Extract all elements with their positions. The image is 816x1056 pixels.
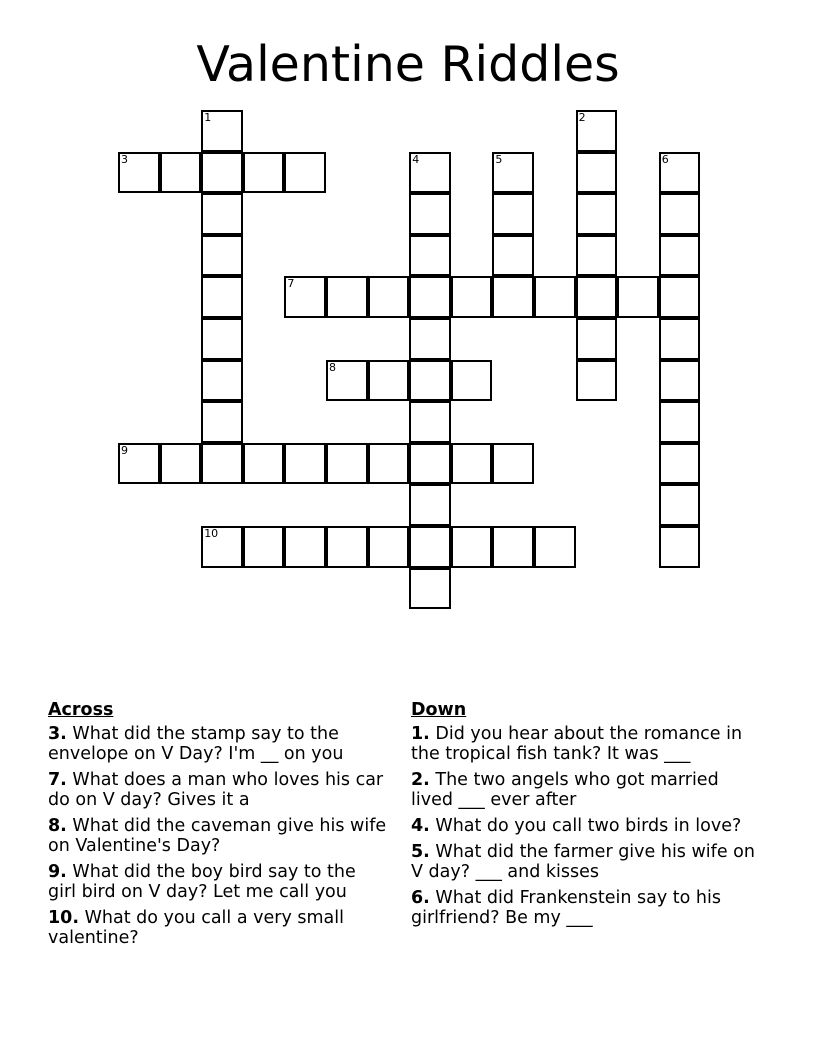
clue-number: 5 bbox=[495, 152, 503, 166]
clue-number: 1. bbox=[411, 724, 430, 744]
grid-cell[interactable] bbox=[492, 526, 534, 568]
clue-number: 7 bbox=[287, 277, 295, 291]
clue-number: 10. bbox=[48, 908, 80, 928]
grid-cell[interactable] bbox=[368, 360, 410, 402]
grid-cell[interactable] bbox=[534, 526, 576, 568]
grid-cell[interactable] bbox=[368, 443, 410, 485]
grid-cell[interactable] bbox=[201, 276, 243, 318]
grid-cell[interactable] bbox=[492, 443, 534, 485]
grid-cell[interactable] bbox=[326, 526, 368, 568]
grid-cell[interactable] bbox=[659, 526, 701, 568]
clue-text: What did the stamp say to the envelope on V Day? I'm __ on you bbox=[48, 724, 344, 764]
grid-cell[interactable] bbox=[284, 526, 326, 568]
clue-text: What do you call a very small valentine? bbox=[48, 908, 344, 948]
clue-number: 8. bbox=[48, 816, 67, 836]
grid-cell[interactable] bbox=[160, 152, 202, 194]
across-clue bbox=[48, 908, 388, 948]
grid-cell[interactable] bbox=[659, 318, 701, 360]
clue-number: 3. bbox=[48, 724, 67, 744]
down-heading: Down bbox=[411, 700, 467, 720]
down-clues bbox=[411, 700, 756, 934]
clue-text: What did the boy bird say to the girl bird on V day? Let me call you bbox=[48, 862, 356, 902]
grid-cell[interactable] bbox=[201, 318, 243, 360]
grid-cell[interactable] bbox=[284, 443, 326, 485]
clue-number: 2 bbox=[578, 111, 586, 124]
grid-cell[interactable] bbox=[576, 193, 618, 235]
grid-cell[interactable] bbox=[409, 484, 451, 526]
page-title: Valentine Riddles bbox=[196, 36, 620, 93]
grid-cell[interactable] bbox=[326, 360, 368, 402]
clue-number: 9. bbox=[48, 862, 67, 882]
grid-cell[interactable] bbox=[534, 276, 576, 318]
grid-cell[interactable] bbox=[326, 443, 368, 485]
down-clue bbox=[411, 724, 756, 764]
grid-cell[interactable] bbox=[409, 526, 451, 568]
grid-cell[interactable] bbox=[492, 276, 534, 318]
grid-cell[interactable] bbox=[576, 152, 618, 194]
grid-cell[interactable] bbox=[451, 443, 493, 485]
across-clue bbox=[48, 862, 388, 902]
grid-cell[interactable] bbox=[451, 526, 493, 568]
grid-cell[interactable] bbox=[409, 318, 451, 360]
grid-cell[interactable] bbox=[409, 360, 451, 402]
across-clue bbox=[48, 816, 388, 856]
grid-cell[interactable] bbox=[659, 484, 701, 526]
clue-number: 6 bbox=[661, 152, 669, 166]
grid-cell[interactable] bbox=[576, 110, 618, 152]
clue-text: What does a man who loves his car do on V day? Gives it a bbox=[48, 770, 384, 810]
grid-cell[interactable] bbox=[576, 318, 618, 360]
grid-cell[interactable] bbox=[201, 235, 243, 277]
clue-text: The two angels who got married lived ___ ever after bbox=[411, 770, 719, 810]
grid-cell[interactable] bbox=[409, 235, 451, 277]
clue-number: 8 bbox=[329, 360, 336, 374]
grid-cell[interactable] bbox=[576, 360, 618, 402]
grid-cell[interactable] bbox=[201, 401, 243, 443]
grid-cell[interactable] bbox=[659, 276, 701, 318]
grid-cell[interactable] bbox=[201, 360, 243, 402]
clue-number: 10 bbox=[204, 527, 219, 540]
grid-cell[interactable] bbox=[118, 443, 160, 485]
clue-text: Did you hear about the romance in the tropical fish tank? It was ___ bbox=[411, 724, 743, 764]
grid-cell[interactable] bbox=[659, 235, 701, 277]
across-clue bbox=[48, 724, 388, 764]
grid-cell[interactable] bbox=[492, 152, 534, 194]
clue-number: 5. bbox=[411, 842, 430, 862]
grid-cell[interactable] bbox=[659, 401, 701, 443]
grid-cell[interactable] bbox=[409, 152, 451, 194]
grid-cell[interactable] bbox=[409, 401, 451, 443]
clue-number: 2. bbox=[411, 770, 430, 790]
grid-cell[interactable] bbox=[409, 276, 451, 318]
clue-number: 4 bbox=[412, 152, 420, 166]
clue-number: 6. bbox=[411, 888, 430, 908]
grid-cell[interactable] bbox=[576, 276, 618, 318]
grid-cell[interactable] bbox=[368, 526, 410, 568]
grid-cell[interactable] bbox=[368, 276, 410, 318]
grid-cell[interactable] bbox=[659, 360, 701, 402]
across-clues bbox=[48, 700, 388, 954]
grid-cell[interactable] bbox=[492, 193, 534, 235]
grid-cell[interactable] bbox=[492, 235, 534, 277]
grid-cell[interactable] bbox=[201, 443, 243, 485]
grid-cell[interactable] bbox=[617, 276, 659, 318]
grid-cell[interactable] bbox=[284, 276, 326, 318]
grid-cell[interactable] bbox=[201, 526, 243, 568]
grid-cell[interactable] bbox=[659, 193, 701, 235]
grid-cell[interactable] bbox=[451, 360, 493, 402]
clue-number: 9 bbox=[121, 443, 128, 457]
grid-cell[interactable] bbox=[451, 276, 493, 318]
grid-cell[interactable] bbox=[576, 235, 618, 277]
across-clue bbox=[48, 770, 388, 810]
clue-text: What did the caveman give his wife on Valentine's Day? bbox=[48, 816, 387, 856]
clue-number: 1 bbox=[204, 111, 212, 124]
grid-cell[interactable] bbox=[243, 443, 285, 485]
grid-cell[interactable] bbox=[243, 526, 285, 568]
grid-cell[interactable] bbox=[659, 152, 701, 194]
clue-text: What do you call two birds in love? bbox=[429, 816, 742, 836]
grid-cell[interactable] bbox=[201, 152, 243, 194]
clue-text: What did the farmer give his wife on V day? ___ and kisses bbox=[411, 842, 755, 882]
grid-cell[interactable] bbox=[284, 152, 326, 194]
down-clue bbox=[411, 888, 756, 928]
grid-cell[interactable] bbox=[160, 443, 202, 485]
grid-cell[interactable] bbox=[659, 443, 701, 485]
down-clue bbox=[411, 816, 756, 836]
clue-number: 7. bbox=[48, 770, 67, 790]
clue-text: What did Frankenstein say to his girlfriend? Be my ___ bbox=[411, 888, 721, 928]
clue-number: 4. bbox=[411, 816, 430, 836]
grid-cell[interactable] bbox=[118, 152, 160, 194]
grid-cell[interactable] bbox=[201, 193, 243, 235]
across-heading: Across bbox=[48, 700, 114, 720]
grid-cell[interactable] bbox=[409, 568, 451, 610]
grid-cell[interactable] bbox=[201, 110, 243, 152]
down-clue bbox=[411, 770, 756, 810]
down-clue bbox=[411, 842, 756, 882]
grid-cell[interactable] bbox=[409, 193, 451, 235]
grid-cell[interactable] bbox=[326, 276, 368, 318]
clue-number: 3 bbox=[121, 152, 128, 166]
grid-cell[interactable] bbox=[409, 443, 451, 485]
grid-cell[interactable] bbox=[243, 152, 285, 194]
